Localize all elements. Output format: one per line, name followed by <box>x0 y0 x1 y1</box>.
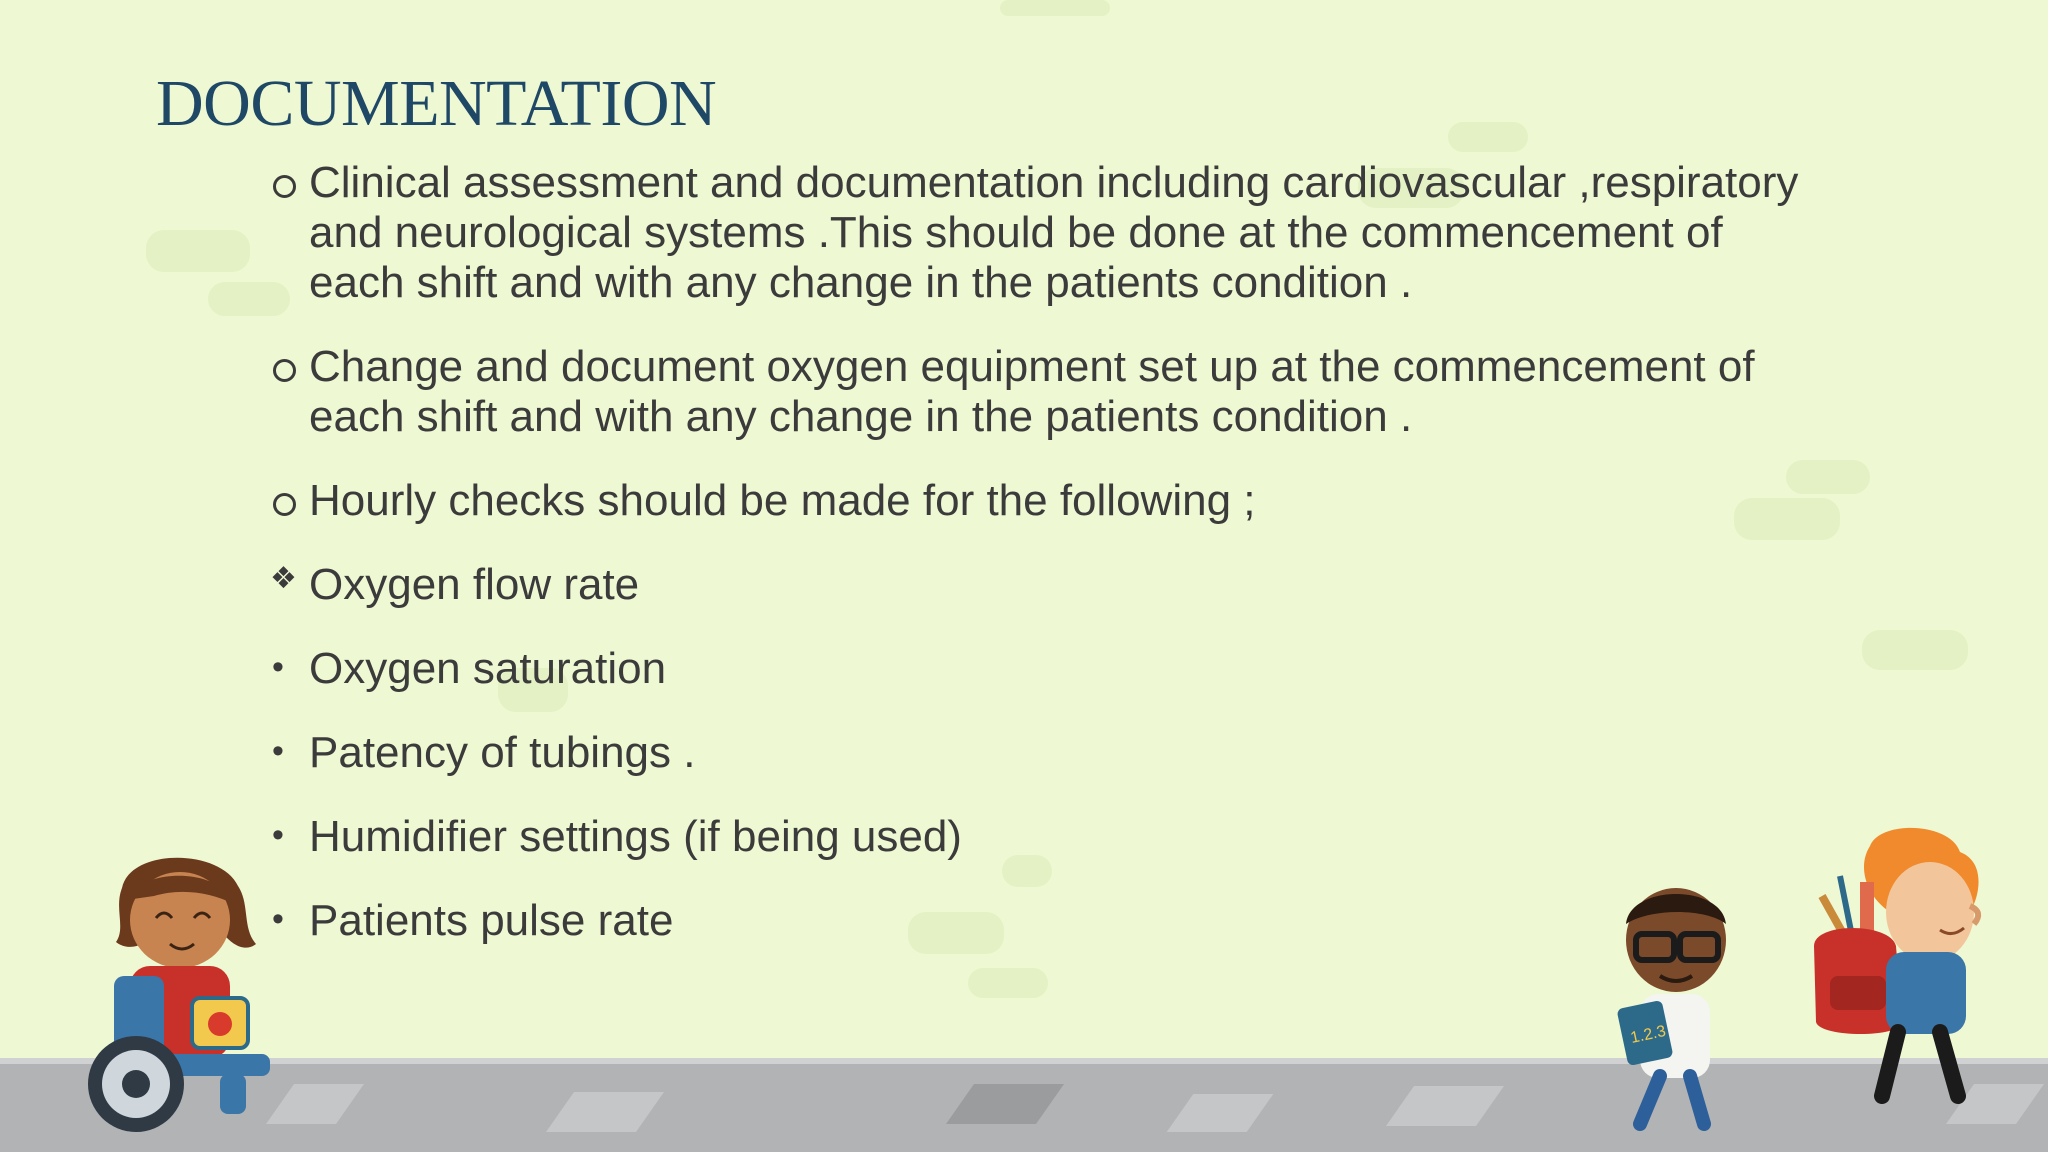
bullet-text: Oxygen saturation <box>309 644 667 693</box>
bullet-item <box>270 728 1810 778</box>
four-diamond-bullet-icon: ❖ <box>270 562 297 595</box>
street-tile <box>946 1084 1064 1124</box>
bullet-item <box>270 812 1810 862</box>
bullet-item <box>270 158 1810 308</box>
bullet-text: Clinical assessment and documentation including cardiovascular ,respiratory and neurological systems .This should be done at the commencement of each shift and with any change in the patients condition . <box>309 158 1799 307</box>
notebook-label: 1.2.3 <box>1629 1022 1668 1047</box>
background-smudge <box>1448 122 1528 152</box>
slide-title: DOCUMENTATION <box>156 67 717 140</box>
bullet-text: Patency of tubings . <box>309 728 696 777</box>
street-tile <box>546 1092 664 1132</box>
background-smudge <box>1862 630 1968 670</box>
dot-bullet-icon: • <box>272 732 284 770</box>
bullet-list <box>270 158 1810 980</box>
dot-bullet-icon: • <box>272 816 284 854</box>
bullet-text: Humidifier settings (if being used) <box>309 812 962 861</box>
hollow-circle-bullet-icon <box>273 493 296 516</box>
street-tile <box>1167 1094 1274 1132</box>
bullet-item <box>270 896 1810 946</box>
bullet-item <box>270 560 1810 610</box>
dot-bullet-icon: • <box>272 648 284 686</box>
bullet-text: Patients pulse rate <box>309 896 674 945</box>
street-tile <box>1386 1086 1504 1126</box>
hollow-circle-bullet-icon <box>273 359 296 382</box>
background-smudge <box>1000 0 1110 16</box>
bullet-text: Oxygen flow rate <box>309 560 640 609</box>
boy-with-notebook-illustration <box>1590 884 1760 1134</box>
dot-bullet-icon: • <box>272 900 284 938</box>
background-smudge <box>146 230 250 272</box>
bullet-text: Change and document oxygen equipment set up at the commencement of each shift and with any change in the patients condition . <box>309 342 1755 441</box>
girl-in-wheelchair-illustration <box>70 848 310 1132</box>
bullet-text: Hourly checks should be made for the following ; <box>309 476 1256 525</box>
bullet-item <box>270 476 1810 526</box>
bullet-item <box>270 644 1810 694</box>
hollow-circle-bullet-icon <box>273 175 296 198</box>
bullet-item <box>270 342 1810 442</box>
boy-with-backpack-illustration <box>1790 826 1990 1126</box>
